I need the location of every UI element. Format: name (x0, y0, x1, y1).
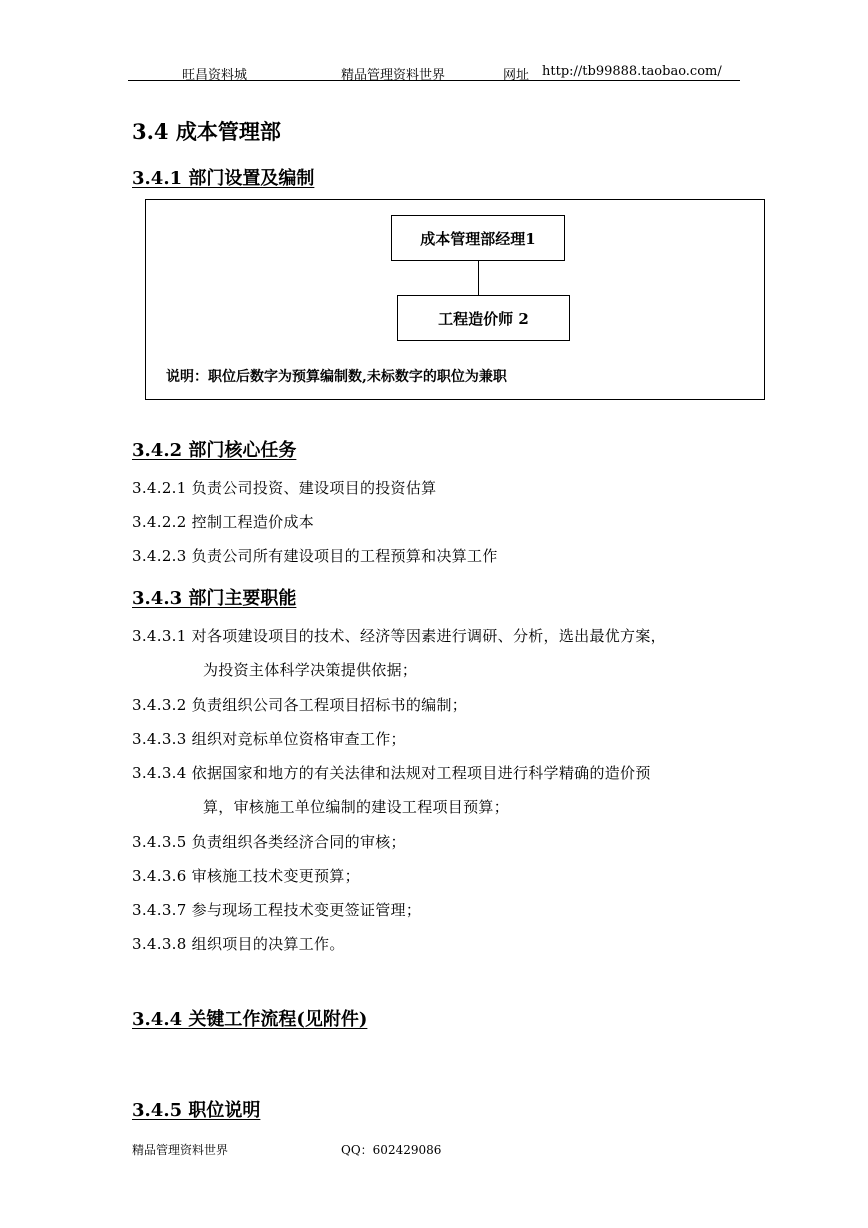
footer-qq: QQ：602429086 (341, 1143, 442, 1157)
list-item-continuation: 算，审核施工单位编制的建设工程项目预算； (203, 798, 510, 816)
list-item: 3.4.2.3 负责公司所有建设项目的工程预算和决算工作 (132, 547, 498, 565)
heading-3-4-2: 3.4.2 部门核心任务 (132, 440, 297, 461)
list-item: 3.4.3.6 审核施工技术变更预算； (132, 867, 360, 885)
org-chart-note: 说明：职位后数字为预算编制数,未标数字的职位为兼职 (166, 369, 507, 385)
list-item: 3.4.3.1 对各项建设项目的技术、经济等因素进行调研、分析，选出最优方案， (132, 627, 666, 645)
header-url-link[interactable]: http://tb99888.taobao.com/ (542, 64, 722, 79)
list-item-continuation: 为投资主体科学决策提供依据； (203, 661, 418, 679)
header-tagline: 精品管理资料世界 (341, 68, 446, 83)
section-title: 3.4 成本管理部 (132, 119, 281, 144)
heading-3-4-1: 3.4.1 部门设置及编制 (132, 168, 315, 189)
header-site-name: 旺昌资料城 (182, 68, 248, 83)
org-box-cost-engineer: 工程造价师 2 (397, 295, 570, 341)
heading-3-4-3: 3.4.3 部门主要职能 (132, 588, 297, 609)
list-item: 3.4.3.7 参与现场工程技术变更签证管理； (132, 901, 422, 919)
org-connector-line (478, 261, 479, 295)
list-item: 3.4.2.1 负责公司投资、建设项目的投资估算 (132, 479, 437, 497)
header-url-label: 网址 (503, 68, 530, 83)
footer-site-name: 精品管理资料世界 (132, 1143, 229, 1157)
list-item: 3.4.3.8 组织项目的决算工作。 (132, 935, 345, 953)
heading-3-4-4: 3.4.4 关键工作流程(见附件) (132, 1009, 368, 1030)
list-item: 3.4.3.3 组织对竞标单位资格审查工作； (132, 730, 406, 748)
org-box-manager: 成本管理部经理1 (391, 215, 565, 261)
list-item: 3.4.3.5 负责组织各类经济合同的审核； (132, 833, 406, 851)
list-item: 3.4.2.2 控制工程造价成本 (132, 513, 315, 531)
list-item: 3.4.3.2 负责组织公司各工程项目招标书的编制； (132, 696, 468, 714)
heading-3-4-5: 3.4.5 职位说明 (132, 1100, 261, 1121)
header-divider (128, 80, 740, 81)
list-item: 3.4.3.4 依据国家和地方的有关法律和法规对工程项目进行科学精确的造价预 (132, 764, 651, 782)
